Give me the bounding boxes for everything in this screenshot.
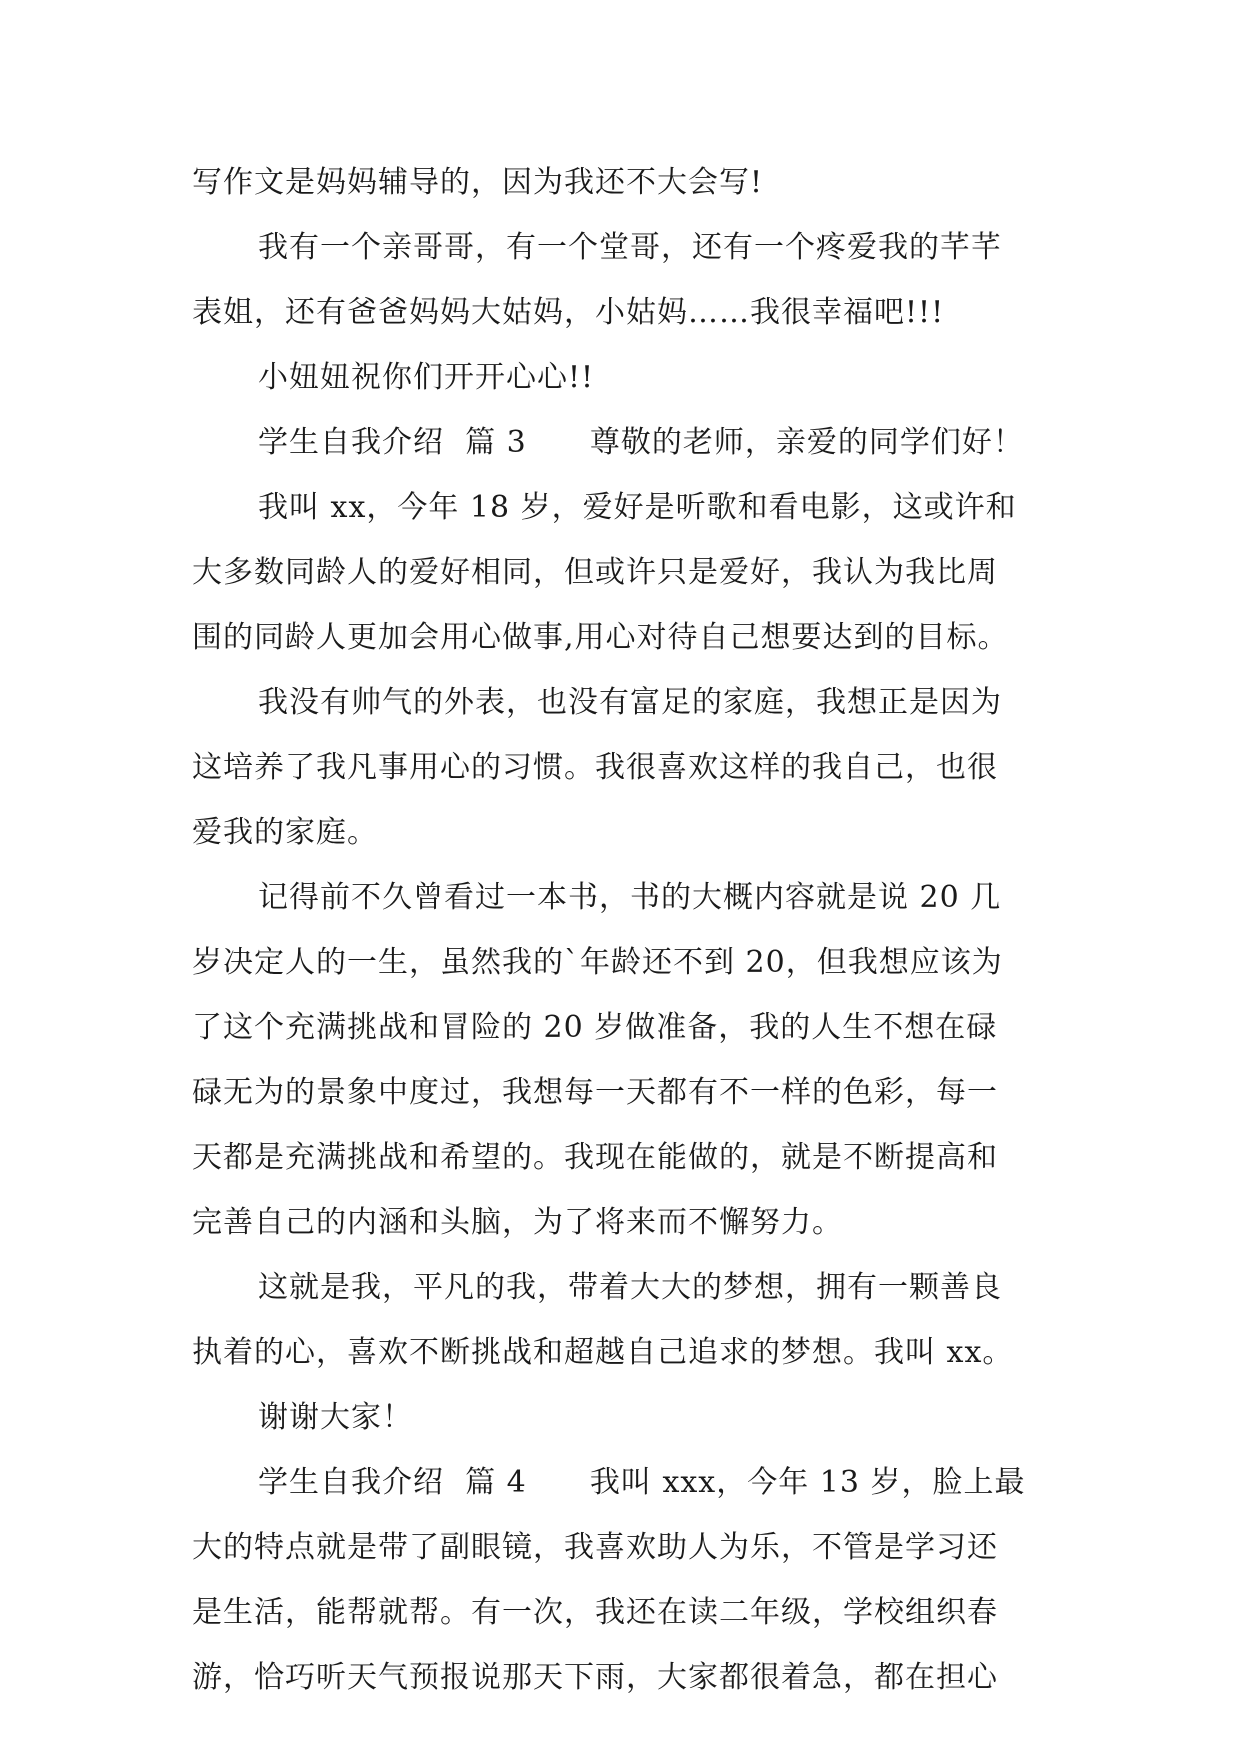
text-line: 游，恰巧听天气预报说那天下雨，大家都很着急，都在担心	[192, 1660, 998, 1695]
text-line: 岁决定人的一生，虽然我的`年龄还不到 20，但我想应该为	[192, 945, 1003, 980]
text-line: 大的特点就是带了副眼镜，我喜欢助人为乐，不管是学习还	[192, 1530, 998, 1565]
text-line: 完善自己的内涵和头脑，为了将来而不懈努力。	[192, 1205, 843, 1240]
text-line: 这就是我，平凡的我，带着大大的梦想，拥有一颗善良	[258, 1270, 1002, 1305]
text-line: 爱我的家庭。	[192, 815, 378, 850]
section-heading-line: 学生自我介绍 篇 3 尊敬的老师，亲爱的同学们好！	[258, 425, 1024, 460]
text-line: 谢谢大家！	[258, 1400, 413, 1435]
text-line: 天都是充满挑战和希望的。我现在能做的，就是不断提高和	[192, 1140, 998, 1175]
text-line: 围的同龄人更加会用心做事,用心对待自己想要达到的目标。	[192, 620, 1009, 655]
text-line: 记得前不久曾看过一本书，书的大概内容就是说 20 几	[258, 880, 1002, 915]
section-heading-line: 学生自我介绍 篇 4 我叫 xxx，今年 13 岁，脸上最	[258, 1465, 1026, 1500]
text-line: 大多数同龄人的爱好相同，但或许只是爱好，我认为我比周	[192, 555, 998, 590]
text-line: 执着的心，喜欢不断挑战和超越自己追求的梦想。我叫 xx。	[192, 1335, 1014, 1370]
text-line: 我叫 xx，今年 18 岁，爱好是听歌和看电影，这或许和	[258, 490, 1017, 525]
text-line: 了这个充满挑战和冒险的 20 岁做准备，我的人生不想在碌	[192, 1010, 998, 1045]
text-line: 表姐，还有爸爸妈妈大姑妈，小姑妈……我很幸福吧!!!	[192, 295, 945, 330]
text-line: 写作文是妈妈辅导的，因为我还不大会写!	[192, 165, 764, 200]
text-line: 碌无为的景象中度过，我想每一天都有不一样的色彩，每一	[192, 1075, 998, 1110]
text-line: 这培养了我凡事用心的习惯。我很喜欢这样的我自己，也很	[192, 750, 998, 785]
text-line: 我有一个亲哥哥，有一个堂哥，还有一个疼爱我的芊芊	[258, 230, 1002, 265]
text-line: 小妞妞祝你们开开心心!!	[258, 360, 595, 395]
text-line: 是生活，能帮就帮。有一次，我还在读二年级，学校组织春	[192, 1595, 998, 1630]
text-line: 我没有帅气的外表，也没有富足的家庭，我想正是因为	[258, 685, 1002, 720]
